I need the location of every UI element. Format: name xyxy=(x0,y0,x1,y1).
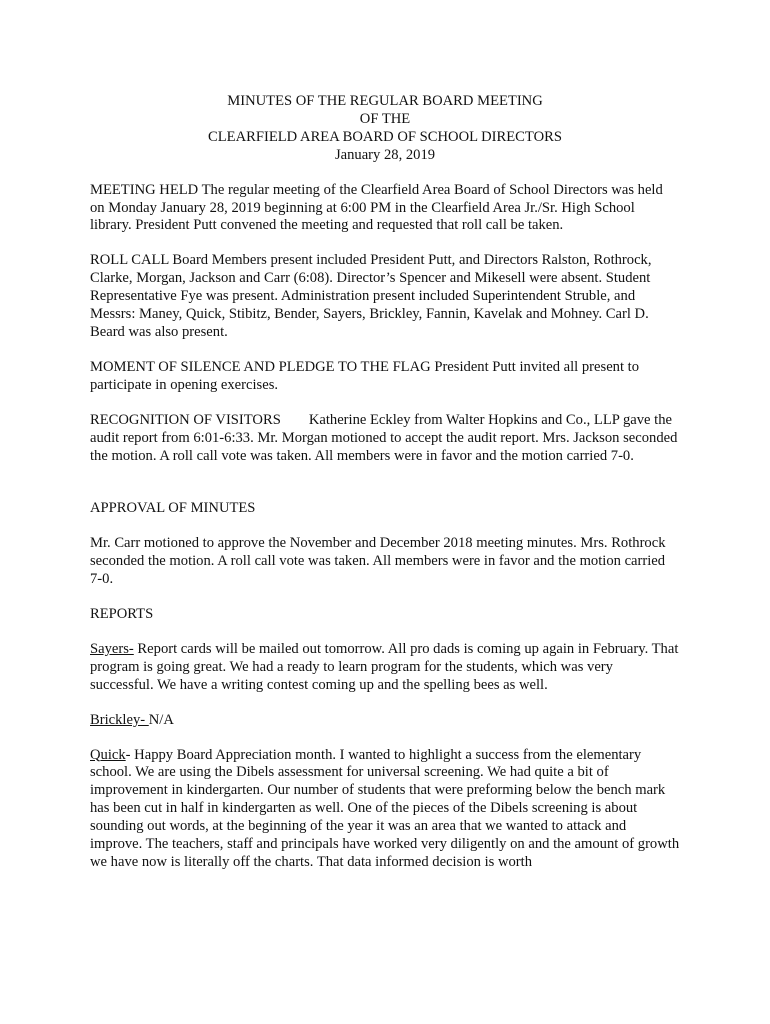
quick-name: Quick xyxy=(90,746,126,763)
sayers-name: Sayers- xyxy=(90,640,134,657)
sayers-report xyxy=(90,641,680,695)
document-page xyxy=(90,93,680,889)
recognition-text: Katherine Eckley from Walter Hopkins and Co., LLP gave the audit report from 6:01-6:33. Mr. Morgan motioned to accept the audit report. Mrs. Jackson seconded the motion. A roll call vote was taken. All members were in favor and the motion carried 7-0. xyxy=(90,411,678,464)
roll-call-paragraph xyxy=(90,252,680,342)
reports-heading: REPORTS xyxy=(90,606,154,623)
brickley-name: Brickley- xyxy=(90,711,149,728)
recognition-heading: RECOGNITION OF VISITORS xyxy=(90,411,281,428)
quick-text: - Happy Board Appreciation month. I wanted to highlight a success from the elementary school. We are using the Dibels assessment for universal screening. We had quite a bit of improvement in kindergarten. Our number of students that were preforming below the bench mark has been cut in half in kindergarten as well. One of the pieces of the Dibels screening is about sounding out words, at the beginning of the year it was an area that we wanted to attack and improve. The teachers, staff and principals have worked very diligently on and the amount of growth we have now is literally off the charts. That data informed decision is worth xyxy=(90,746,680,870)
brickley-text: N/A xyxy=(148,711,174,728)
document-title xyxy=(90,93,680,165)
recognition-paragraph xyxy=(90,412,680,466)
moment-of-silence-heading: MOMENT OF SILENCE AND PLEDGE TO THE FLAG xyxy=(90,358,431,375)
meeting-held-paragraph xyxy=(90,182,680,236)
roll-call-text: Board Members present included President Putt, and Directors Ralston, Rothrock, Clarke, Morgan, Jackson and Carr (6:08). Director’s Spencer and Mikesell were absent. Student Representative Fye was present. Administration present included Superintendent Struble, and Messrs: Maney, Quick, Stibitz, Bender, Sayers, Brickley, Fannin, Kavelak and Mohney. Carl D. Beard was also present. xyxy=(90,252,652,340)
title-line-3: CLEARFIELD AREA BOARD OF SCHOOL DIRECTORS xyxy=(208,128,562,145)
approval-paragraph: Mr. Carr motioned to approve the November and December 2018 meeting minutes. Mrs. Rothrock seconded the motion. A roll call vote was taken. All members were in favor and the motion carried 7-0. xyxy=(90,535,666,588)
sayers-text: Report cards will be mailed out tomorrow. All pro dads is coming up again in February. That program is going great. We had a ready to learn program for the students, which was very successful. We have a writing contest coming up and the spelling bees as well. xyxy=(90,640,679,693)
moment-of-silence-paragraph xyxy=(90,359,680,395)
meeting-date: January 28, 2019 xyxy=(334,146,436,163)
moment-of-silence-text: President Putt invited all present to participate in opening exercises. xyxy=(90,358,640,393)
quick-report xyxy=(90,747,680,872)
brickley-report xyxy=(90,712,680,730)
roll-call-heading: ROLL CALL xyxy=(90,252,169,269)
title-line-1: MINUTES OF THE REGULAR BOARD MEETING xyxy=(227,93,543,109)
approval-heading: APPROVAL OF MINUTES xyxy=(90,500,256,517)
meeting-held-text: The regular meeting of the Clearfield Area Board of School Directors was held on Monday January 28, 2019 beginning at 6:00 PM in the Clearfield Area Jr./Sr. High School library. President Putt convened the meeting and requested that roll call be taken. xyxy=(90,181,663,234)
title-line-2: OF THE xyxy=(359,110,411,127)
meeting-held-heading: MEETING HELD xyxy=(90,181,199,198)
